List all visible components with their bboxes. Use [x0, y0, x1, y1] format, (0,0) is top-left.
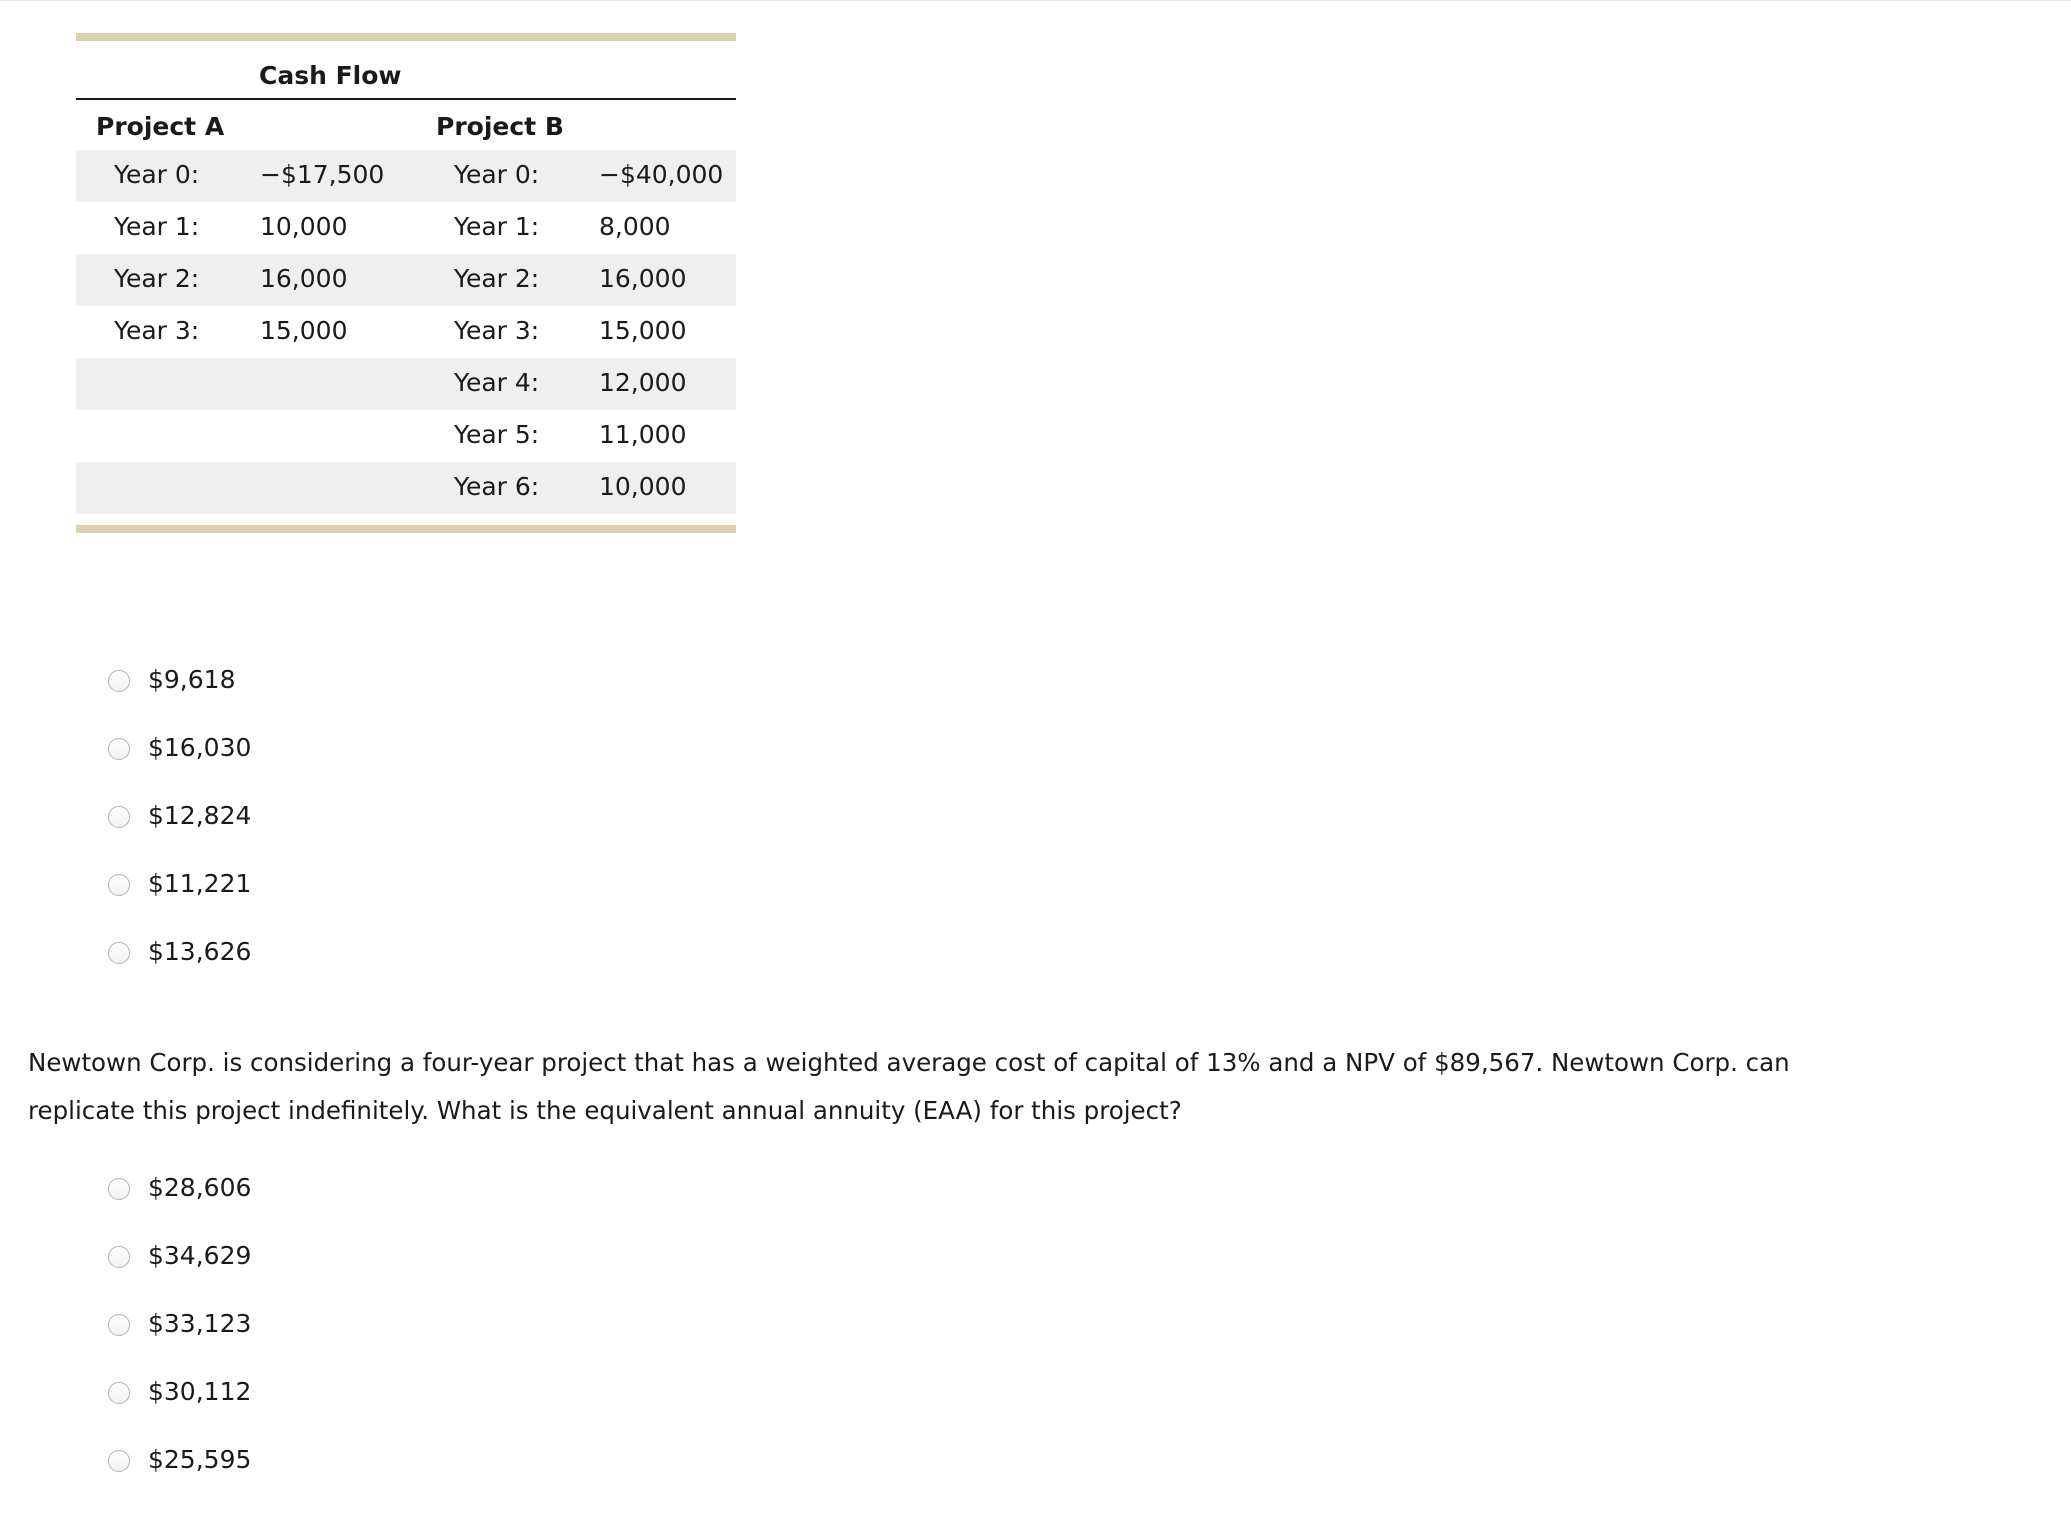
radio-button[interactable]	[108, 670, 130, 692]
radio-button[interactable]	[108, 1178, 130, 1200]
project-b-year: Year 5:	[454, 420, 540, 449]
radio-button[interactable]	[108, 738, 130, 760]
radio-button[interactable]	[108, 1314, 130, 1336]
answer-option-label[interactable]: $11,221	[148, 869, 252, 898]
table-row	[76, 254, 736, 306]
table-title: Cash Flow	[259, 61, 402, 90]
answer-option-label[interactable]: $33,123	[148, 1309, 252, 1338]
project-b-year: Year 2:	[454, 264, 540, 293]
project-b-cash-flow: 12,000	[599, 368, 687, 397]
project-a-year: Year 0:	[114, 160, 200, 189]
project-b-cash-flow: 11,000	[599, 420, 687, 449]
table-row	[76, 462, 736, 514]
project-a-cash-flow: −$17,500	[260, 160, 385, 189]
project-b-year: Year 6:	[454, 472, 540, 501]
answer-option-label[interactable]: $28,606	[148, 1173, 252, 1202]
radio-button[interactable]	[108, 1450, 130, 1472]
project-b-year: Year 3:	[454, 316, 540, 345]
answer-option-label[interactable]: $34,629	[148, 1241, 252, 1270]
table-header	[76, 41, 736, 100]
table-row	[76, 306, 736, 358]
table-bottom-rule	[76, 525, 736, 533]
project-b-cash-flow: 16,000	[599, 264, 687, 293]
radio-button[interactable]	[108, 942, 130, 964]
answer-option-label[interactable]: $9,618	[148, 665, 236, 694]
answer-option-label[interactable]: $16,030	[148, 733, 252, 762]
project-b-cash-flow: 8,000	[599, 212, 671, 241]
radio-button[interactable]	[108, 806, 130, 828]
answer-option-label[interactable]: $30,112	[148, 1377, 252, 1406]
project-a-cash-flow: 16,000	[260, 264, 348, 293]
question-2-text: Newtown Corp. is considering a four-year project that has a weighted average cost of capital of 13% and a NPV of $89,567. Newtown Corp. can replicate this project indefinitely. What is the equivalent annual annuity (EAA) for this project?	[28, 1048, 1790, 1125]
radio-button[interactable]	[108, 1382, 130, 1404]
page-top-divider	[0, 0, 2071, 1]
table-row	[76, 202, 736, 254]
answer-option-label[interactable]: $25,595	[148, 1445, 252, 1474]
project-a-year: Year 3:	[114, 316, 200, 345]
project-b-cash-flow: −$40,000	[599, 160, 724, 189]
project-a-cash-flow: 10,000	[260, 212, 348, 241]
table-row	[76, 410, 736, 462]
project-b-year: Year 0:	[454, 160, 540, 189]
project-b-year: Year 4:	[454, 368, 540, 397]
project-a-year: Year 2:	[114, 264, 200, 293]
project-header-row	[76, 100, 736, 150]
project-b-header: Project B	[436, 112, 564, 141]
table-top-rule	[76, 33, 736, 41]
project-b-cash-flow: 10,000	[599, 472, 687, 501]
project-b-year: Year 1:	[454, 212, 540, 241]
table-row	[76, 358, 736, 410]
radio-button[interactable]	[108, 1246, 130, 1268]
project-a-header: Project A	[96, 112, 225, 141]
project-b-cash-flow: 15,000	[599, 316, 687, 345]
answer-option-label[interactable]: $13,626	[148, 937, 252, 966]
radio-button[interactable]	[108, 874, 130, 896]
cash-flow-table	[76, 33, 736, 533]
table-row	[76, 150, 736, 202]
project-a-year: Year 1:	[114, 212, 200, 241]
answer-option-label[interactable]: $12,824	[148, 801, 252, 830]
project-a-cash-flow: 15,000	[260, 316, 348, 345]
